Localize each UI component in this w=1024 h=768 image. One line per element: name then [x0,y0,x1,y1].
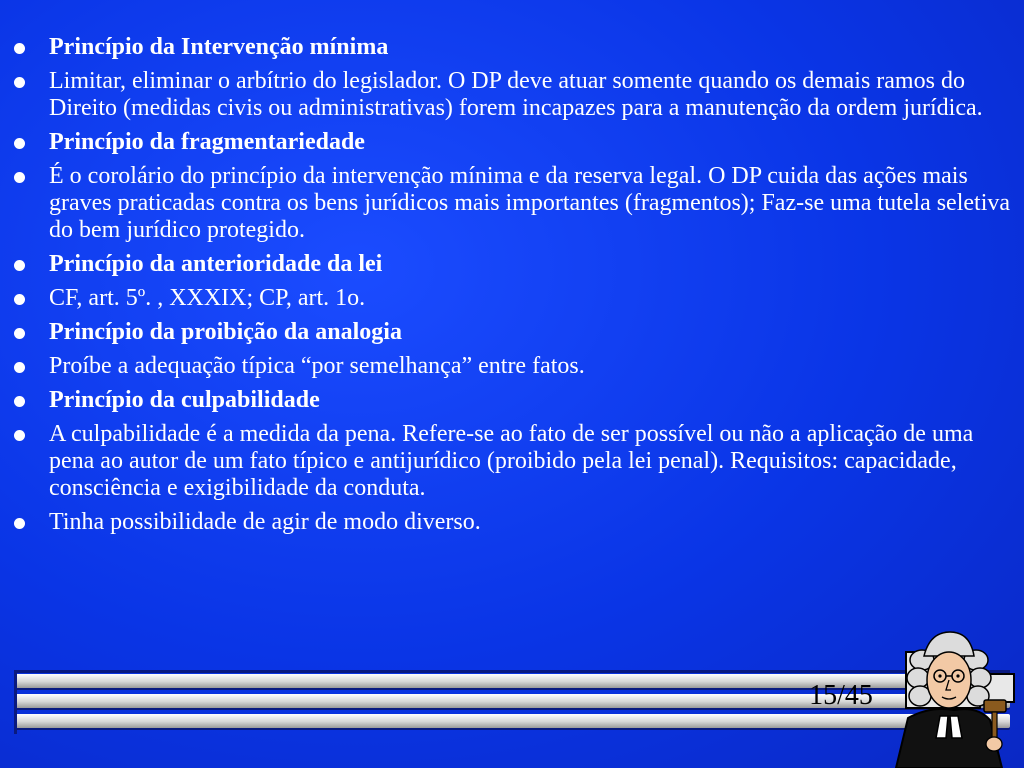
bullet-item [14,285,1018,312]
bullet-text: Princípio da Intervenção mínima [49,34,389,60]
bullet-item [14,129,1018,156]
bullet-text: Princípio da anterioridade da lei [49,251,383,277]
slide-content [14,34,1018,543]
bullet-item [14,319,1018,346]
bullet-item [14,509,1018,536]
footer-stripe [14,714,1010,728]
bullet-list [14,34,1018,536]
bullet-text: Tinha possibilidade de agir de modo diverso. [49,509,481,535]
bullet-text: É o corolário do princípio da intervenção mínima e da reserva legal. O DP cuida das ações mais graves praticadas contra os bens jurídicos mais importantes (fragmentos); Faz-se uma tutela seletiva do bem jurídico protegido. [49,163,1011,243]
bullet-icon [14,294,25,305]
bullet-text: Princípio da proibição da analogia [49,319,402,345]
bullet-item [14,163,1018,244]
bullet-item [14,421,1018,502]
bullet-item [14,387,1018,414]
bullet-item [14,353,1018,380]
bullet-icon [14,138,25,149]
bullet-icon [14,362,25,373]
bullet-item [14,34,1018,61]
bullet-icon [14,172,25,183]
bullet-icon [14,43,25,54]
bullet-text: Limitar, eliminar o arbítrio do legislador. O DP deve atuar somente quando os demais ramos do Direito (medidas civis ou administrativas) forem incapazes para a manutenção da ordem jurídica. [49,68,983,121]
bullet-item [14,251,1018,278]
bullet-icon [14,396,25,407]
bullet-icon [14,430,25,441]
bullet-text: Proíbe a adequação típica “por semelhança” entre fatos. [49,353,585,379]
bullet-icon [14,518,25,529]
bullet-text: CF, art. 5º. , XXXIX; CP, art. 1o. [49,285,366,311]
bullet-text: Princípio da fragmentariedade [49,129,365,155]
judge-gavel-icon [878,626,1024,768]
bullet-icon [14,328,25,339]
bullet-text: Princípio da culpabilidade [49,387,320,413]
page-number: 15/45 [809,680,873,711]
bullet-item [14,68,1018,122]
bullet-icon [14,77,25,88]
bullet-icon [14,260,25,271]
bullet-text: A culpabilidade é a medida da pena. Refere-se ao fato de ser possível ou não a aplicação de uma pena ao autor de um fato típico e antijurídico (proibido pela lei penal). Requisitos: capacidade, consciência e exigibilidade da conduta. [49,421,974,501]
